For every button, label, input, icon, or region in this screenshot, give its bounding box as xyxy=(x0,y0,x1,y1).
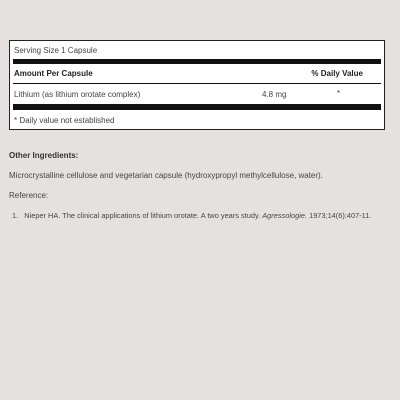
ingredient-name: Lithium (as lithium orotate complex) xyxy=(14,90,141,99)
serving-size: Serving Size 1 Capsule xyxy=(14,46,98,55)
other-ingredients-text: Microcrystalline cellulose and vegetarian capsule (hydroxypropyl methylcellulose, water). xyxy=(9,171,323,180)
reference-item xyxy=(12,211,371,220)
thick-divider-top xyxy=(13,59,381,64)
ingredient-daily-value: * xyxy=(337,89,341,98)
reference-citation: 1973;14(6):407-11. xyxy=(309,211,372,220)
thin-divider xyxy=(13,83,381,84)
thick-divider-bottom xyxy=(13,104,381,110)
reference-number: 1. xyxy=(12,211,19,220)
ingredient-amount: 4.8 mg xyxy=(262,90,287,99)
daily-value-footnote: * Daily value not established xyxy=(14,116,115,125)
reference-text: Nieper HA. The clinical applications of lithium orotate. A two years study. xyxy=(24,211,261,220)
other-ingredients-heading: Other Ingredients: xyxy=(9,151,79,160)
amount-per-capsule-header: Amount Per Capsule xyxy=(14,69,93,78)
reference-label: Reference: xyxy=(9,191,49,200)
daily-value-header: % Daily Value xyxy=(311,69,363,78)
supplement-facts-panel xyxy=(9,40,385,130)
reference-journal: Agressologie. xyxy=(262,211,308,220)
